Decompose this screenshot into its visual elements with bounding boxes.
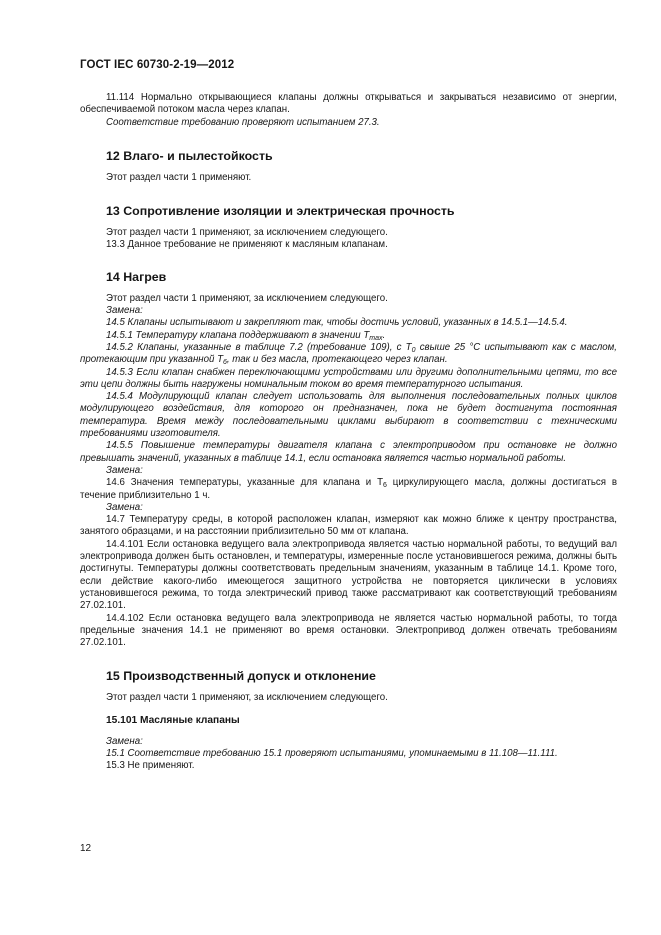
section-12-heading: 12 Влаго- и пылестойкость	[106, 148, 273, 163]
paragraph-14-5-1: 14.5.1 Температуру клапана поддерживают в значении $T_{max}$.	[106, 329, 386, 342]
paragraph-13-3: 13.3 Данное требование не применяют к масляным клапанам.	[106, 239, 388, 251]
page-number: 12	[80, 843, 92, 854]
paragraph-14-5-3: 14.5.3 Если клапан снабжен переключающими устройствами или другими дополнительными цепями, то все эти цепи должны быть нагружены номинальным током во время температурного испытания.	[80, 366, 617, 390]
section-15-intro: Этот раздел части 1 применяют, за исключением следующего.	[106, 692, 388, 704]
paragraph-14-5-5: 14.5.5 Повышение температуры двигателя клапана с электроприводом при остановке не должно превышать значений, указанных в таблице 14.1, если остановка является частью нормальной работы.	[80, 440, 617, 464]
replace-label-1: Замена:	[106, 305, 143, 317]
section-14-intro: Этот раздел части 1 применяют, за исключением следующего.	[106, 292, 388, 304]
replace-label-2: Замена:	[106, 464, 143, 476]
paragraph-14-5-4: 14.5.4 Модулирующий клапан следует использовать для выполнения последовательных полных циклов модулирующего воздействия, для которого он предназначен, пока не будет достигнута постоянная температура. Время между последовательными циклами выбирают в соответствии с техническими требованиями изготовителя.	[80, 391, 617, 440]
subsection-15-101-heading: 15.101 Масляные клапаны	[106, 714, 240, 726]
document-header: ГОСТ IEC 60730-2-19—2012	[80, 59, 235, 71]
replace-label-4: Замена:	[106, 735, 143, 747]
paragraph-14-7: 14.7 Температуру среды, в которой расположен клапан, измеряют как можно ближе к центру пространства, занятого образцами, и на расстоянии приблизительно 50 мм от клапана.	[80, 514, 617, 538]
paragraph-11-114: 11.114 Нормально открывающиеся клапаны должны открываться и закрываться независимо от энергии, обеспечиваемой потоком масла через клапан.	[80, 92, 617, 116]
section-13-heading: 13 Сопротивление изоляции и электрическая прочность	[106, 204, 455, 219]
section-13-intro: Этот раздел части 1 применяют, за исключением следующего.	[106, 227, 388, 239]
compliance-11-114: Соответствие требованию проверяют испытанием 27.3.	[106, 116, 380, 128]
paragraph-15-3: 15.3 Не применяют.	[106, 760, 195, 772]
page-content	[80, 92, 617, 773]
paragraph-14-4-102: 14.4.102 Если остановка ведущего вала электропривода не является частью нормальной работы, то тогда предельные значения 14.1 не применяют во время остановки. Электропривод должен отвечать требованиям 27.02.101.	[80, 612, 617, 649]
section-12-text: Этот раздел части 1 применяют.	[106, 171, 252, 183]
section-15-heading: 15 Производственный допуск и отклонение	[106, 669, 376, 684]
paragraph-14-4-101: 14.4.101 Если остановка ведущего вала электропривода является частью нормальной работы, то ведущий вал электропривода должен быть остановлен, и температуры, измеренные после установившегося режима, должны быть достигнуты. Температуры должны соответствовать предельным значениям, указанным в таблице 14.1. Кроме того, если действие какого-либо имеющегося защитного устройства не повторяется циклически в условиях установившегося режима, то тогда электрический привод также рассматривают как соответствующий требованиям 27.02.101.	[80, 538, 617, 612]
paragraph-14-5-2: 14.5.2 Клапаны, указанные в таблице 7.2 (требование 109), с $T_0$ свыше 25 °C испытывают как с маслом, протекающим при указанной $T_6$, так и без масла, протекающего через клапан.	[80, 341, 617, 367]
section-14-heading: 14 Нагрев	[106, 269, 167, 284]
paragraph-14-6: 14.6 Значения температуры, указанные для клапана и $T_6$ циркулирующего масла, должны достигаться в течение приблизительно 1 ч.	[80, 477, 618, 501]
paragraph-14-5: 14.5 Клапаны испытывают и закрепляют так, чтобы достичь условий, указанных в 14.5.1—14.5.4.	[106, 317, 568, 329]
replace-label-3: Замена:	[106, 501, 143, 513]
paragraph-15-1: 15.1 Соответствие требованию 15.1 проверяют испытаниями, упоминаемыми в 11.108—11.111.	[106, 747, 558, 759]
